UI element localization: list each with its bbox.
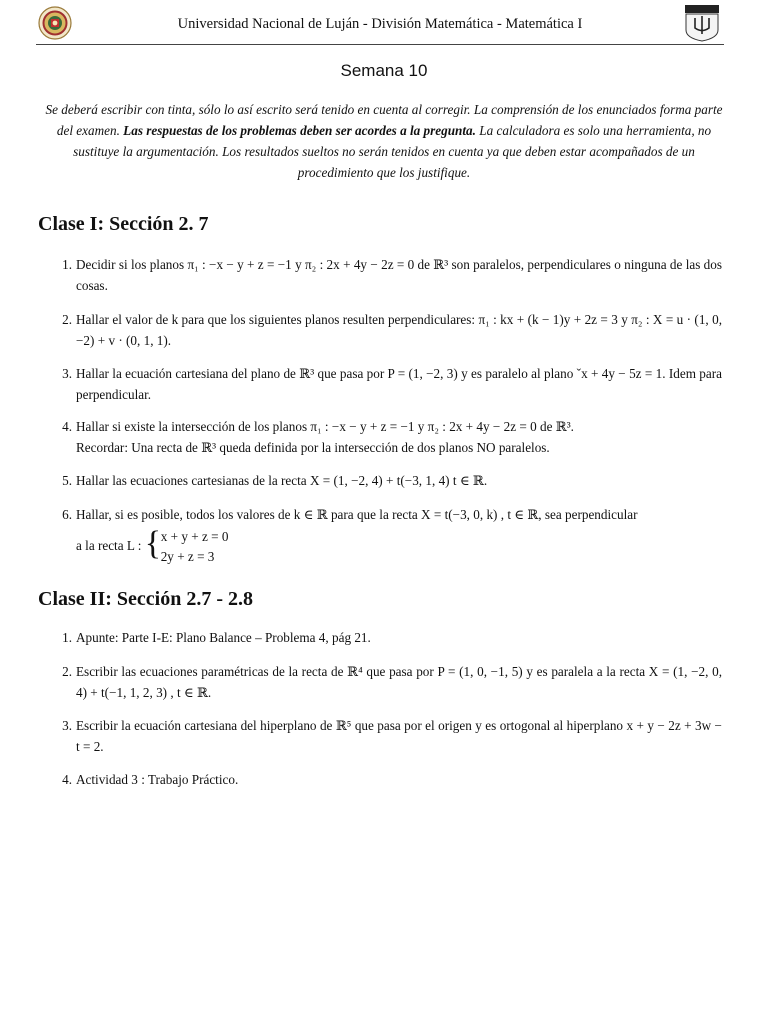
instructions-text-end: La calculadora es solo una herramienta, no sustituye la argumentación. Los resultados sueltos no serán tenidos en cuenta ya que deben estar acompañados de un procedimiento que los justifique.	[73, 123, 712, 180]
section-title-clase-1: Clase I: Sección 2. 7	[38, 213, 209, 235]
exercise-text: Hallar las ecuaciones cartesianas de la recta X = (1, −2, 4) + t(−3, 1, 4) t ∈ ℝ.	[76, 473, 488, 488]
exercise-number: 6.	[62, 507, 72, 522]
page-header	[36, 6, 724, 45]
header-title: Universidad Nacional de Luján - División Matemática - Matemática I	[177, 16, 583, 32]
exercise-item	[56, 504, 722, 567]
exercise-item	[56, 661, 722, 703]
instructions-text: Se deberá escribir con tinta, sólo lo así escrito será tenido en cuenta al corregir. La comprensión de los enunciados forma parte del examen.	[45, 102, 723, 138]
instructions-paragraph	[38, 99, 730, 183]
exercise-text: Hallar si existe la intersección de los planos π₁ : −x − y + z = −1 y π₂ : 2x + 4y − 2z = 0 de ℝ³.	[76, 419, 574, 434]
exercise-number: 3.	[62, 366, 72, 381]
exercise-number: 4.	[62, 772, 72, 787]
exercise-item	[56, 309, 722, 351]
exercise-number: 3.	[62, 718, 72, 733]
exercise-number: 2.	[62, 312, 72, 327]
equation-1: x + y + z = 0	[160, 529, 229, 544]
exercise-number: 1.	[62, 630, 72, 645]
exercise-note: Recordar: Una recta de ℝ³ queda definida por la intersección de dos planos NO paralelos.	[76, 440, 550, 455]
section-title-clase-2: Clase II: Sección 2.7 - 2.8	[38, 588, 253, 610]
exercise-item	[56, 363, 722, 405]
exercise-text: Hallar la ecuación cartesiana del plano de ℝ³ que pasa por P = (1, −2, 3) y es paralelo al plano ˇx + 4y − 5z = 1. Idem para perpendicular.	[76, 366, 722, 402]
exercise-text: Hallar el valor de k para que los siguientes planos resulten perpendiculares: π₁ : kx + (k − 1)y + 2z = 3 y π₂ : X = u · (1, 0, −2) + v · (0, 1, 1).	[76, 312, 722, 348]
exercise-number: 2.	[62, 664, 72, 679]
exercise-item	[56, 416, 722, 458]
exercise-item	[56, 627, 722, 648]
exercise-number: 5.	[62, 473, 72, 488]
equation-system	[145, 527, 229, 567]
left-brace-icon: {	[144, 525, 162, 562]
exercise-item	[56, 254, 722, 296]
exercise-text: Decidir si los planos π₁ : −x − y + z = −1 y π₂ : 2x + 4y − 2z = 0 de ℝ³ son paralelos, perpendiculares o ninguna de las dos cosas.	[76, 257, 722, 293]
week-title: Semana 10	[340, 61, 428, 80]
exercise-text: Apunte: Parte I-E: Plano Balance – Problema 4, pág 21.	[76, 630, 371, 645]
exercise-item	[56, 715, 722, 757]
equation-2: 2y + z = 3	[160, 549, 215, 564]
exercise-text: Escribir la ecuación cartesiana del hiperplano de ℝ⁵ que pasa por el origen y es ortogonal al hiperplano x + y − 2z + 3w − t = 2.	[76, 718, 722, 754]
exercise-text: Actividad 3 : Trabajo Práctico.	[76, 772, 239, 787]
exercise-text: Hallar, si es posible, todos los valores de k ∈ ℝ para que la recta X = t(−3, 0, k) , t ∈ ℝ, sea perpendicular	[76, 507, 638, 522]
exercise-number: 1.	[62, 257, 72, 272]
division-shield-logo	[684, 4, 720, 42]
exercise-item	[56, 769, 722, 790]
line-label: a la recta L :	[76, 538, 142, 554]
exercise-item	[56, 470, 722, 491]
instructions-emphasis: Las respuestas de los problemas deben ser acordes a la pregunta.	[123, 123, 476, 138]
exercise-text: Escribir las ecuaciones paramétricas de la recta de ℝ⁴ que pasa por P = (1, 0, −1, 5) y es paralela a la recta X = (1, −2, 0, 4) + t(−1, 1, 2, 3) , t ∈ ℝ.	[76, 664, 722, 700]
exercise-number: 4.	[62, 419, 72, 434]
